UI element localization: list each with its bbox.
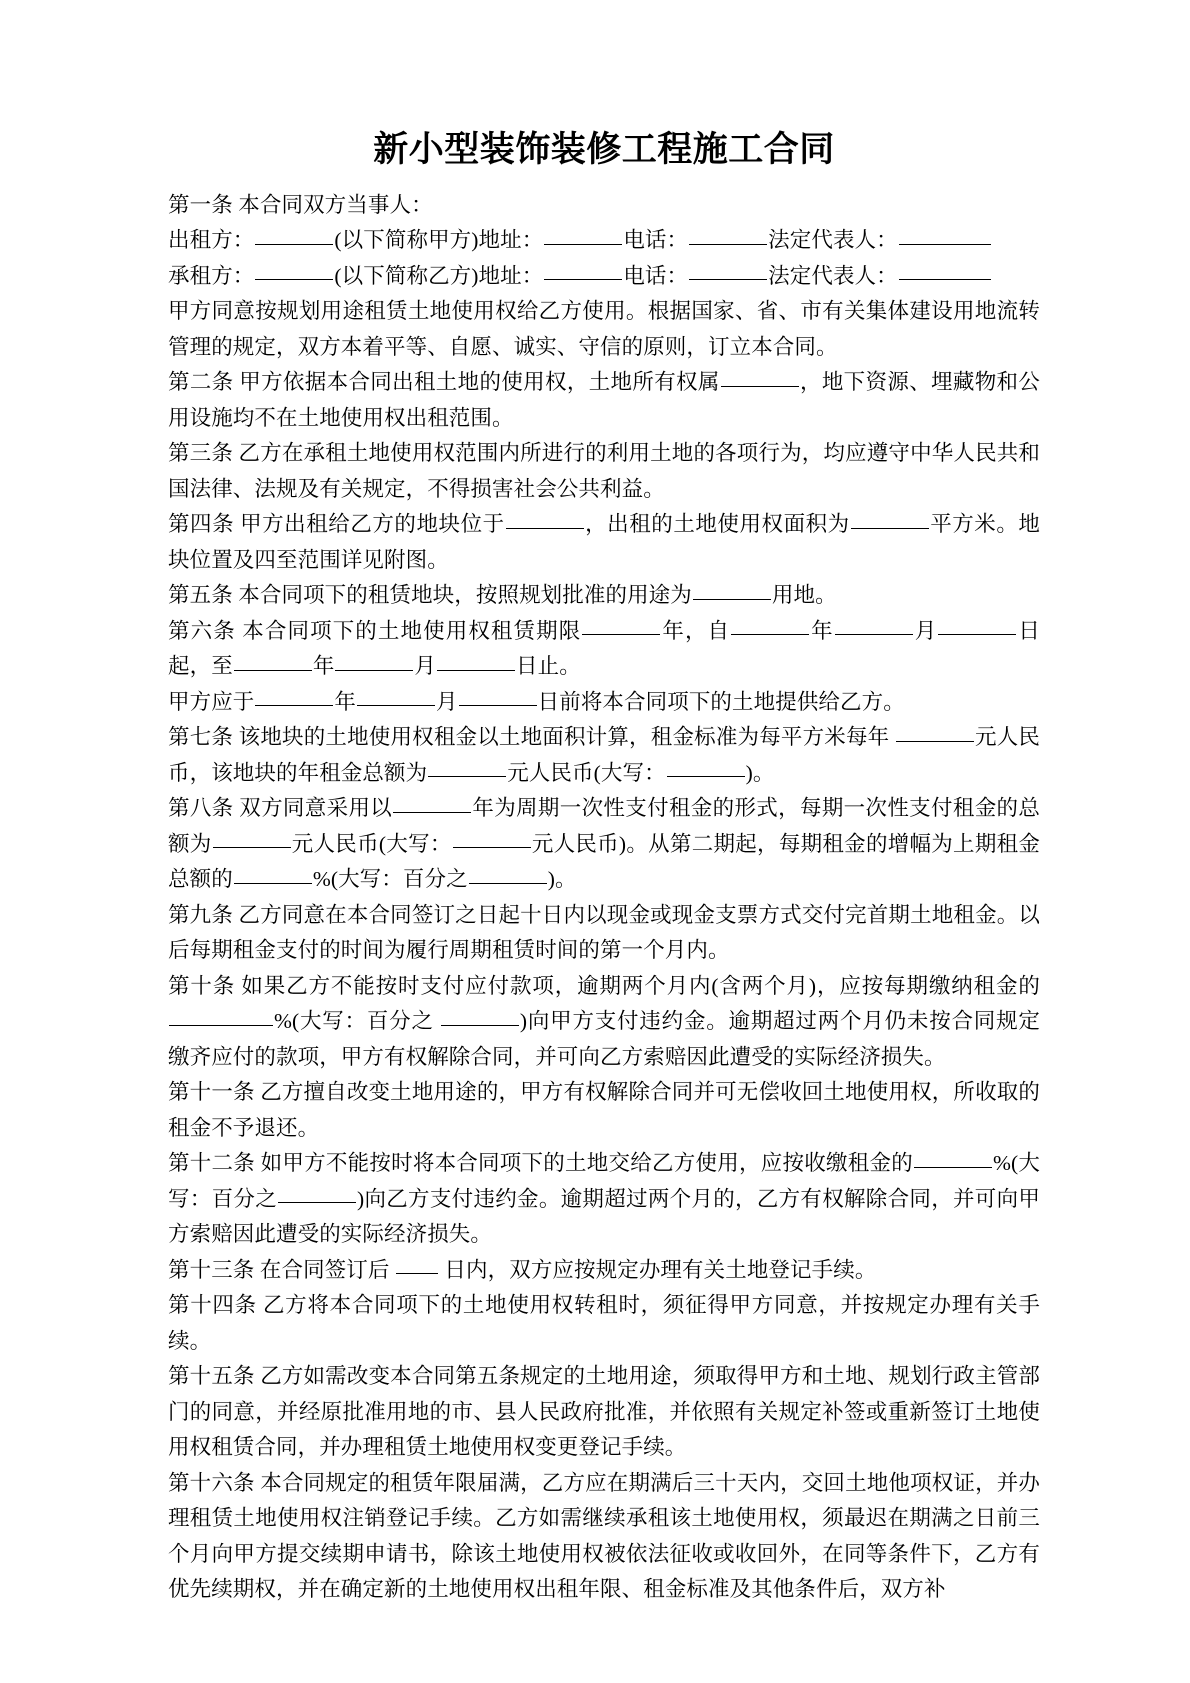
text-run: 第十二条 如甲方不能按时将本合同项下的土地交给乙方使用，应按收缴租金的 xyxy=(168,1151,913,1176)
article-16 xyxy=(168,1466,1040,1608)
text-run: %(大写：百分之 xyxy=(168,1151,1040,1211)
text-run: 电话： xyxy=(623,228,689,253)
text-run: 年 xyxy=(810,618,834,643)
fill-in-blank[interactable] xyxy=(255,685,333,706)
fill-in-blank[interactable] xyxy=(278,1182,356,1203)
fill-in-blank[interactable] xyxy=(357,685,435,706)
text-run: 第二条 甲方依据本合同出租土地的使用权，土地所有权属 xyxy=(168,370,720,395)
article-7 xyxy=(168,720,1040,791)
fill-in-blank[interactable] xyxy=(255,259,333,280)
article-9 xyxy=(168,898,1040,969)
fill-in-blank[interactable] xyxy=(437,649,515,670)
text-run: 年，自 xyxy=(661,618,731,643)
fill-in-blank[interactable] xyxy=(506,507,584,528)
lessor-line xyxy=(168,223,1040,259)
article-2 xyxy=(168,365,1040,436)
text-run: )。 xyxy=(745,760,775,785)
text-run: 月 xyxy=(414,654,437,679)
fill-in-blank[interactable] xyxy=(693,578,771,599)
fill-in-blank[interactable] xyxy=(721,365,799,386)
text-run: )。 xyxy=(547,867,577,892)
fill-in-blank[interactable] xyxy=(899,259,991,280)
fill-in-blank[interactable] xyxy=(899,223,991,244)
text-run: 年 xyxy=(334,689,357,714)
text-run: 第六条 本合同项下的土地使用权租赁期限 xyxy=(168,618,582,643)
fill-in-blank[interactable] xyxy=(441,1004,519,1025)
preamble xyxy=(168,294,1040,365)
text-run: 平方米。地块位置及四至范围详见附图。 xyxy=(168,512,1041,572)
fill-in-blank[interactable] xyxy=(689,259,767,280)
text-run: 第一条 本合同双方当事人： xyxy=(168,192,433,217)
text-run: %(大写：百分之 xyxy=(274,1009,440,1034)
article-4 xyxy=(168,507,1040,578)
fill-in-blank[interactable] xyxy=(453,827,531,848)
text-run: 第八条 双方同意采用以 xyxy=(168,796,393,821)
text-run: (以下简称甲方)地址： xyxy=(334,228,544,253)
text-run: 甲方应于 xyxy=(168,689,255,714)
text-run: 第五条 本合同项下的租赁地块，按照规划批准的用途为 xyxy=(168,583,692,608)
text-run: 第三条 乙方在承租土地使用权范围内所进行的利用土地的各项行为，均应遵守中华人民共和国法律、法规及有关规定，不得损害社会公共利益。 xyxy=(168,441,1040,501)
document-paragraph-list xyxy=(168,188,1040,1608)
text-run: 第十四条 乙方将本合同项下的土地使用权转租时，须征得甲方同意，并按规定办理有关手续。 xyxy=(168,1293,1040,1353)
fill-in-blank[interactable] xyxy=(469,862,547,883)
text-run: (以下简称乙方)地址： xyxy=(334,263,544,288)
article-5 xyxy=(168,578,1040,614)
text-run: 元人民币(大写： xyxy=(507,760,666,785)
article-6 xyxy=(168,614,1040,685)
fill-in-blank[interactable] xyxy=(582,614,660,635)
fill-in-blank[interactable] xyxy=(731,614,809,635)
fill-in-blank[interactable] xyxy=(234,862,312,883)
fill-in-blank[interactable] xyxy=(335,649,413,670)
fill-in-blank[interactable] xyxy=(169,1004,273,1025)
text-run: )向乙方支付违约金。逾期超过两个月的，乙方有权解除合同，并可向甲方索赔因此遭受的实际经济损失。 xyxy=(168,1186,1040,1247)
text-run: 日内，双方应按规定办理有关土地登记手续。 xyxy=(438,1257,877,1282)
article-8 xyxy=(168,791,1040,898)
article-14 xyxy=(168,1288,1040,1359)
text-run: %(大写：百分之 xyxy=(312,867,468,892)
text-run: 第十五条 乙方如需改变本合同第五条规定的土地用途，须取得甲方和土地、规划行政主管部门的同意，并经原批准用地的市、县人民政府批准，并依照有关规定补签或重新签订土地使用权租赁合同，并办理租赁土地使用权变更登记手续。 xyxy=(168,1364,1040,1460)
article-11 xyxy=(168,1075,1040,1146)
text-run: 出租方： xyxy=(168,228,255,253)
fill-in-blank[interactable] xyxy=(914,1146,992,1167)
article-12 xyxy=(168,1146,1040,1253)
fill-in-blank[interactable] xyxy=(459,685,537,706)
text-run: 法定代表人： xyxy=(768,228,898,253)
text-run: 第七条 该地块的土地使用权租金以土地面积计算，租金标准为每平方米每年 xyxy=(168,725,895,750)
text-run: 用地。 xyxy=(771,583,837,608)
fill-in-blank[interactable] xyxy=(544,259,622,280)
lessee-line xyxy=(168,259,1040,295)
fill-in-blank[interactable] xyxy=(393,791,471,812)
fill-in-blank[interactable] xyxy=(234,649,312,670)
fill-in-blank[interactable] xyxy=(689,223,767,244)
text-run: 月 xyxy=(436,689,458,714)
text-run: 第九条 乙方同意在本合同签订之日起十日内以现金或现金支票方式交付完首期土地租金。以后每期租金支付的时间为履行周期租赁时间的第一个月内。 xyxy=(168,902,1040,963)
article-15 xyxy=(168,1359,1040,1466)
text-run: ，出租的土地使用权面积为 xyxy=(584,512,850,537)
text-run: 日起，至 xyxy=(168,618,1040,679)
article-1 xyxy=(168,188,1040,224)
text-run: 年为周期一次性支付租金的形式，每期一次性支付租金的总额为 xyxy=(168,796,1040,856)
text-run: 承租方： xyxy=(168,263,255,288)
text-run: 年 xyxy=(312,654,335,679)
fill-in-blank[interactable] xyxy=(396,1253,438,1274)
document-body xyxy=(168,128,1040,1608)
text-run: 元人民币(大写： xyxy=(291,831,452,856)
fill-in-blank[interactable] xyxy=(213,827,291,848)
text-run: 电话： xyxy=(623,263,689,288)
text-run: 元人民币)。从第二期起，每期租金的增幅为上期租金总额的 xyxy=(168,831,1040,892)
text-run: ，地下资源、埋藏物和公用设施均不在土地使用权出租范围。 xyxy=(168,370,1040,430)
fill-in-blank[interactable] xyxy=(896,720,974,741)
text-run: 日止。 xyxy=(516,654,581,679)
text-run: 月 xyxy=(913,618,938,643)
fill-in-blank[interactable] xyxy=(938,614,1016,635)
article-3 xyxy=(168,436,1040,507)
article-10 xyxy=(168,969,1040,1076)
fill-in-blank[interactable] xyxy=(544,223,622,244)
article-13 xyxy=(168,1253,1040,1289)
text-run: 第四条 甲方出租给乙方的地块位于 xyxy=(168,512,505,537)
text-run: 日前将本合同项下的土地提供给乙方。 xyxy=(537,689,905,714)
text-run: 法定代表人： xyxy=(768,263,898,288)
text-run: 第十六条 本合同规定的租赁年限届满，乙方应在期满后三十天内，交回土地他项权证，并办理租赁土地使用权注销登记手续。乙方如需继续承租该土地使用权，须最迟在期满之日前三个月向甲方提交续期申请书，除该土地使用权被依法征收或收回外，在同等条件下，乙方有优先续期权，并在确定新的土地使用权出租年限、租金标准及其他条件后，双方补 xyxy=(168,1470,1040,1602)
fill-in-blank[interactable] xyxy=(667,756,745,777)
text-run: 甲方同意按规划用途租赁土地使用权给乙方使用。根据国家、省、市有关集体建设用地流转管理的规定，双方本着平等、自愿、诚实、守信的原则，订立本合同。 xyxy=(168,299,1040,359)
fill-in-blank[interactable] xyxy=(835,614,913,635)
fill-in-blank[interactable] xyxy=(255,223,333,244)
text-run: 第十三条 在合同签订后 xyxy=(168,1257,395,1282)
text-run: 第十一条 乙方擅自改变土地用途的，甲方有权解除合同并可无偿收回土地使用权，所收取的租金不予退还。 xyxy=(168,1080,1040,1140)
text-run: 第十条 如果乙方不能按时支付应付款项，逾期两个月内(含两个月)，应按每期缴纳租金的 xyxy=(168,973,1040,998)
fill-in-blank[interactable] xyxy=(428,756,506,777)
text-run: 元人民币，该地块的年租金总额为 xyxy=(168,725,1040,785)
document-title: 新小型装饰装修工程施工合同 xyxy=(373,130,835,169)
article-6-delivery xyxy=(168,685,1040,721)
fill-in-blank[interactable] xyxy=(851,507,929,528)
text-run: )向甲方支付违约金。逾期超过两个月仍未按合同规定缴齐应付的款项，甲方有权解除合同，并可向乙方索赔因此遭受的实际经济损失。 xyxy=(168,1009,1040,1069)
